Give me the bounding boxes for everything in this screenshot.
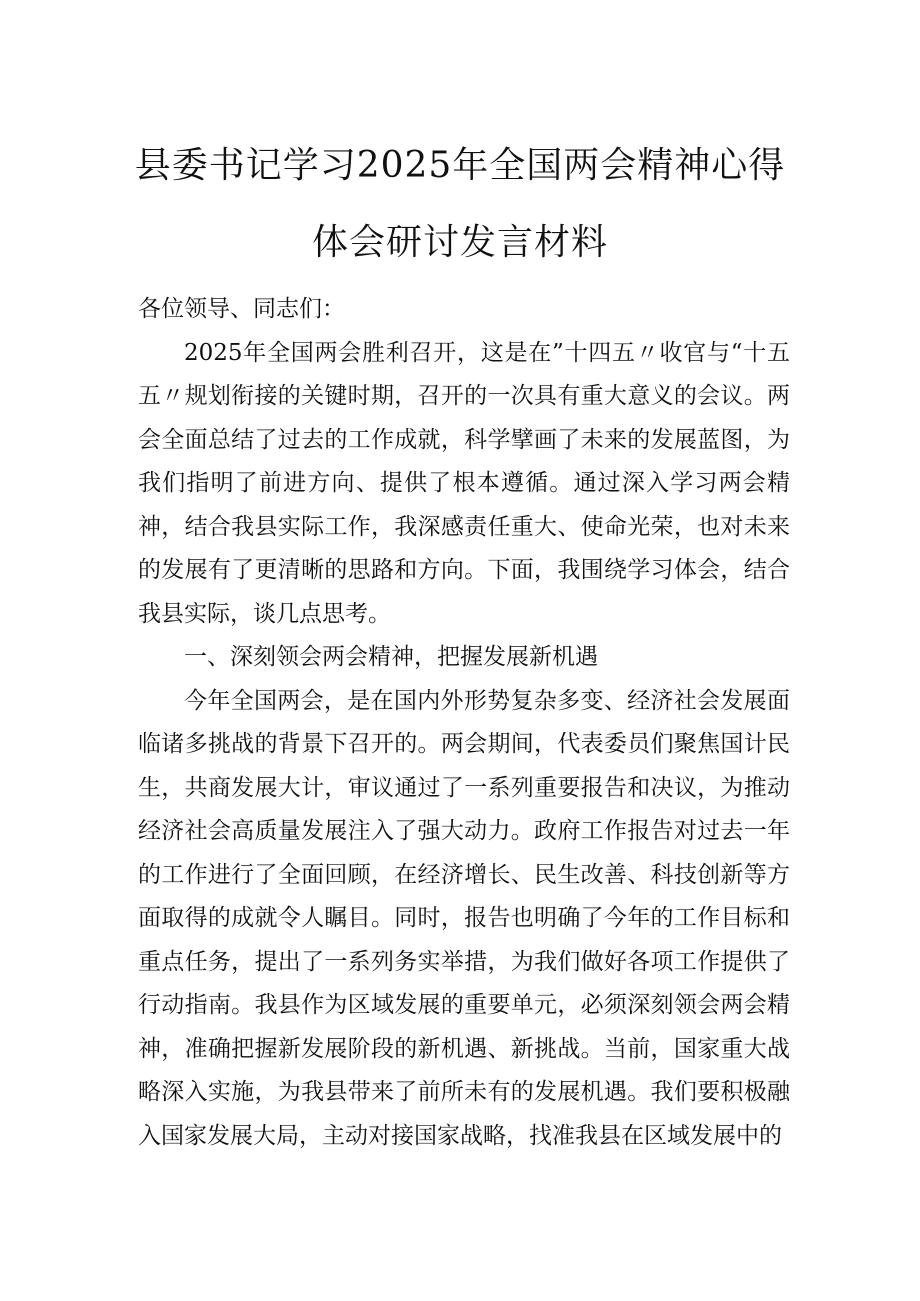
salutation: 各位领导、同志们：: [138, 296, 345, 322]
paragraph-2: 今年全国两会，是在国内外形势复杂多变、经济社会发展面临诸多挑战的背景下召开的。两会期间，代表委员们聚焦国计民生，共商发展大计，审议通过了一系列重要报告和决议，为推动经济社会高质量发展注入了强大动力。政府工作报告对过去一年的工作进行了全面回顾，在经济增长、民生改善、科技创新等方面取得的成就令人瞩目。同时，报告也明确了今年的工作目标和重点任务，提出了一系列务实举措，为我们做好各项工作提供了行动指南。我县作为区域发展的重要单元，必须深刻领会两会精神，准确把握新发展阶段的新机遇、新挑战。当前，国家重大战略深入实施，为我县带来了前所未有的发展机遇。我们要积极融入国家发展大局，主动对接国家战略，找准我县在区域发展中的: [138, 687, 790, 1149]
paragraph-1: 2025年全国两会胜利召开，这是在”十四五〃收官与“十五五〃规划衔接的关键时期，召开的一次具有重大意义的会议。两会全面总结了过去的工作成就，科学擘画了未来的发展蓝图，为我们指明了前进方向、提供了根本遵循。通过深入学习两会精神，结合我县实际工作，我深感责任重大、使命光荣，也对未来的发展有了更清晰的思路和方向。下面，我围绕学习体会，结合我县实际，谈几点思考。: [138, 339, 790, 627]
section-heading-1: 一、深刻领会两会精神，把握发展新机遇: [184, 644, 598, 670]
document-title-line-1: 县委书记学习2025年全国两会精神心得: [134, 145, 786, 186]
document-body: [138, 288, 790, 1158]
document-title-line-2: 体会研讨发言材料: [311, 222, 608, 263]
